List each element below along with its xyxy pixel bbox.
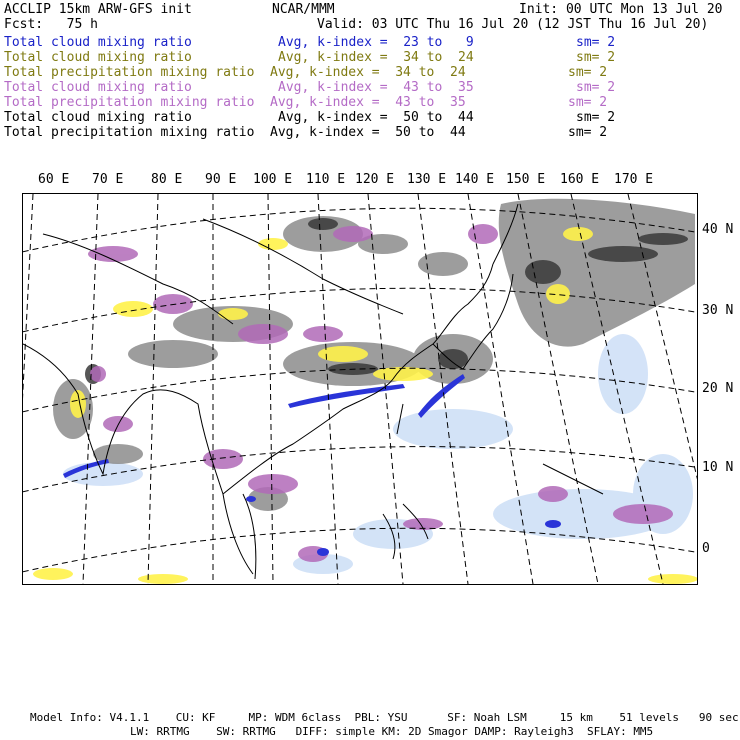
model-info-line2: LW: RRTMG SW: RRTMG DIFF: simple KM: 2D Smagor DAMP: Rayleigh3 SFLAY: MM5	[130, 725, 654, 738]
legend-avg: Avg, k-index = 50 to 44	[270, 125, 466, 140]
lat-label: 0	[702, 541, 710, 556]
map-panel[interactable]	[22, 193, 698, 585]
valid-time: Valid: 03 UTC Thu 16 Jul 20 (12 JST Thu 16 Jul 20)	[317, 17, 709, 32]
lon-label: 80 E	[151, 172, 183, 187]
legend-avg: Avg, k-index = 34 to 24	[270, 65, 466, 80]
lat-label: 20 N	[702, 381, 734, 396]
lon-label: 150 E	[506, 172, 546, 187]
legend-field: Total cloud mixing ratio	[4, 110, 192, 125]
lon-label: 170 E	[614, 172, 654, 187]
lon-label: 140 E	[455, 172, 495, 187]
legend-sm: sm= 2	[568, 95, 608, 110]
legend-sm: sm= 2	[568, 125, 608, 140]
legend-sm: sm= 2	[576, 35, 616, 50]
legend-sm: sm= 2	[568, 65, 608, 80]
legend-sm: sm= 2	[576, 110, 616, 125]
cloud-layer-gray	[53, 199, 695, 511]
cloud-layer-blue	[63, 374, 561, 556]
lon-label: 70 E	[92, 172, 124, 187]
legend-avg: Avg, k-index = 23 to 9	[278, 35, 474, 50]
lon-label: 90 E	[205, 172, 237, 187]
legend-field: Total precipitation mixing ratio	[4, 95, 255, 110]
lat-label: 30 N	[702, 303, 734, 318]
lat-label: 40 N	[702, 222, 734, 237]
legend-field: Total cloud mixing ratio	[4, 50, 192, 65]
lon-label: 130 E	[407, 172, 447, 187]
map-canvas	[23, 194, 697, 584]
legend-field: Total precipitation mixing ratio	[4, 65, 255, 80]
legend-sm: sm= 2	[576, 80, 616, 95]
legend-field: Total precipitation mixing ratio	[4, 125, 255, 140]
init-time: Init: 00 UTC Mon 13 Jul 20	[519, 2, 723, 17]
lat-label: 10 N	[702, 460, 734, 475]
legend-sm: sm= 2	[576, 50, 616, 65]
legend-avg: Avg, k-index = 43 to 35	[270, 95, 466, 110]
organization-label: NCAR/MMM	[272, 2, 335, 17]
legend-field: Total cloud mixing ratio	[4, 80, 192, 95]
model-info-line1: Model Info: V4.1.1 CU: KF MP: WDM 6class PBL: YSU SF: Noah LSM 15 km 51 levels 90 sec	[30, 711, 739, 724]
lon-label: 160 E	[560, 172, 600, 187]
legend-avg: Avg, k-index = 50 to 44	[278, 110, 474, 125]
forecast-hour: Fcst: 75 h	[4, 17, 98, 32]
legend-field: Total cloud mixing ratio	[4, 35, 192, 50]
lon-label: 60 E	[38, 172, 70, 187]
legend-avg: Avg, k-index = 43 to 35	[278, 80, 474, 95]
plot-title: ACCLIP 15km ARW-GFS init	[4, 2, 192, 17]
lon-label: 100 E	[253, 172, 293, 187]
lon-label: 120 E	[355, 172, 395, 187]
lon-label: 110 E	[306, 172, 346, 187]
legend-avg: Avg, k-index = 34 to 24	[278, 50, 474, 65]
